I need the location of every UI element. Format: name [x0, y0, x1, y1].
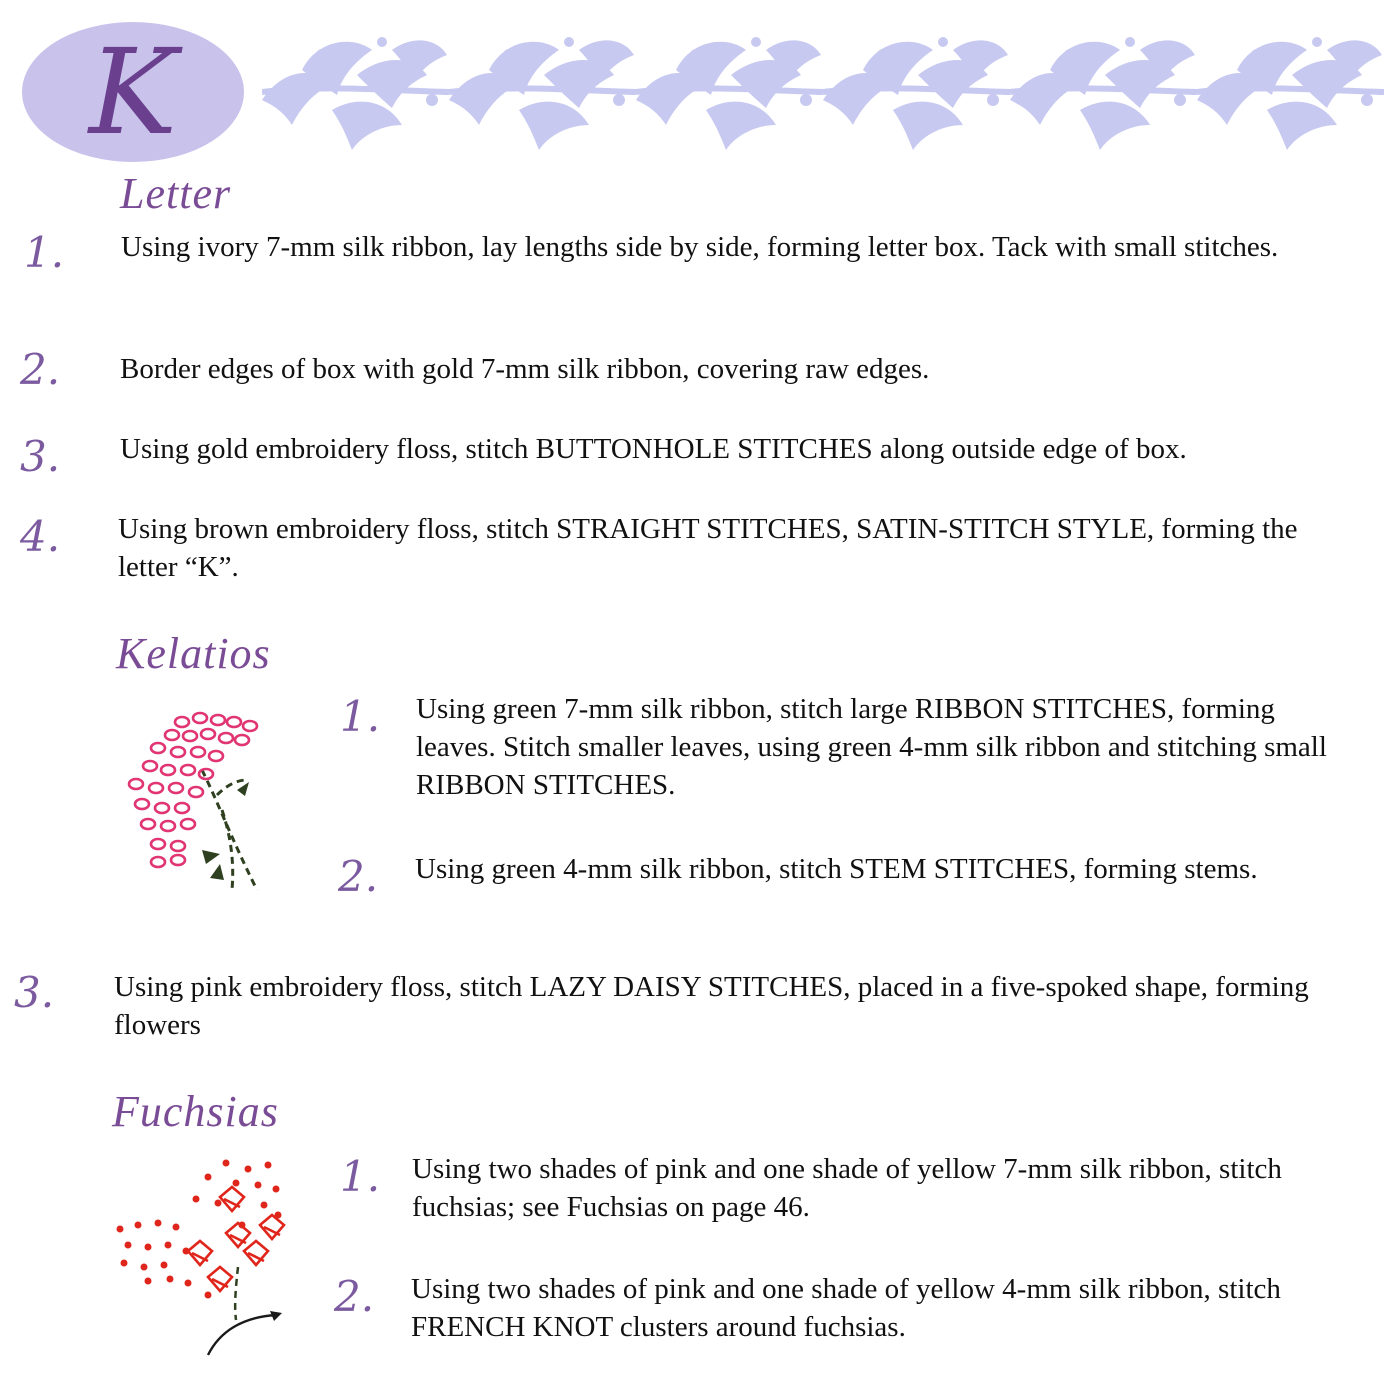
step-number: 3.: [20, 432, 61, 481]
section-title-fuchsias: Fuchsias: [112, 1087, 279, 1136]
step-text: Using two shades of pink and one shade of yellow 7-mm silk ribbon, stitch fuchsias; see Fuchsias on page 46.: [412, 1153, 1282, 1223]
section-title-letter: Letter: [120, 169, 232, 218]
step-number: 4.: [20, 512, 61, 561]
step-number: 1.: [340, 692, 381, 741]
step-text: Using green 4-mm silk ribbon, stitch STEM STITCHES, forming stems.: [415, 853, 1258, 885]
section-title-kelatios: Kelatios: [116, 629, 271, 678]
step-number: 2.: [334, 1272, 375, 1321]
step-number: 1.: [24, 228, 65, 277]
step-number: 2.: [20, 345, 61, 394]
step-text: Using brown embroidery floss, stitch STRAIGHT STITCHES, SATIN-STITCH STYLE, forming the letter “K”.: [118, 513, 1298, 583]
step-text: Using green 7-mm silk ribbon, stitch large RIBBON STITCHES, forming leaves. Stitch smaller leaves, using green 4-mm silk ribbon and stitching small RIBBON STITCHES.: [416, 693, 1327, 801]
step-text: Border edges of box with gold 7-mm silk ribbon, covering raw edges.: [120, 353, 930, 385]
step-number: 3.: [14, 968, 55, 1017]
step-text: Using gold embroidery floss, stitch BUTTONHOLE STITCHES along outside edge of box.: [120, 433, 1187, 465]
step-number: 1.: [340, 1152, 381, 1201]
leaf-vine-border-icon: [262, 30, 1387, 154]
step-text: Using pink embroidery floss, stitch LAZY DAISY STITCHES, placed in a five-spoked shape, forming flowers: [114, 971, 1309, 1041]
step-text: Using ivory 7-mm silk ribbon, lay lengths side by side, forming letter box. Tack with small stitches.: [121, 231, 1279, 263]
red-fuchsia-sprig-icon: [108, 1155, 288, 1360]
pink-flower-sprig-icon: [122, 700, 272, 895]
drop-cap-initial: K: [88, 23, 178, 161]
step-text: Using two shades of pink and one shade of yellow 4-mm silk ribbon, stitch FRENCH KNOT clusters around fuchsias.: [411, 1273, 1281, 1343]
step-number: 2.: [338, 852, 379, 901]
